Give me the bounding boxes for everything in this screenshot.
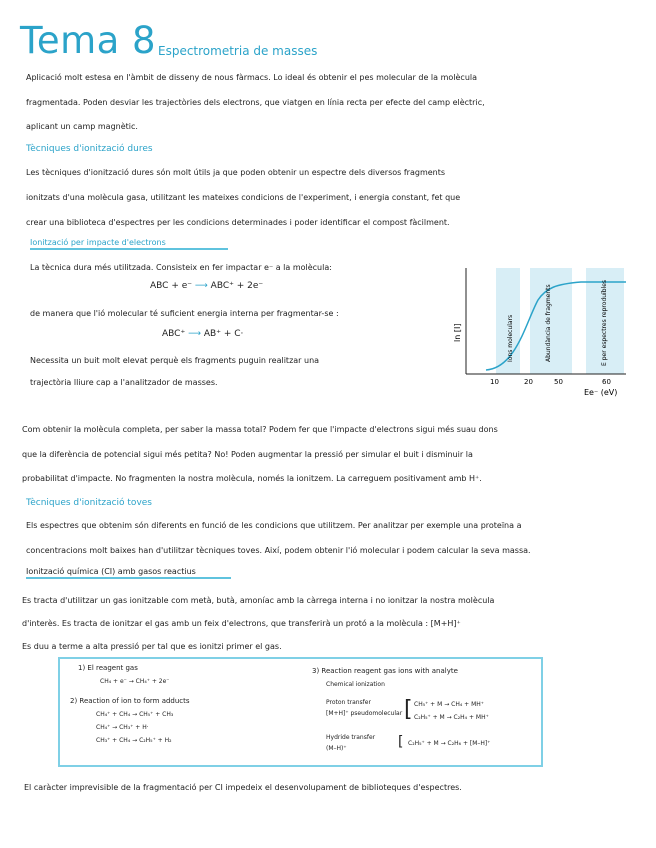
- box-proton-eq2: C₂H₅⁺ + M → C₂H₄ + MH⁺: [414, 714, 489, 721]
- box-step-2: 2) Reaction of ion to form adducts: [70, 697, 190, 705]
- subsection-ci-heading: Ionització química (CI) amb gasos reactius: [26, 567, 231, 579]
- hard-line-3: crear una biblioteca d'espectres per les condicions determinades i poder identificar el compost fàcilment.: [26, 218, 450, 227]
- region-label-molecular: Ions moleculars: [507, 314, 514, 362]
- section-soft-heading: Tècniques d'ionització toves: [26, 498, 152, 508]
- soft-line-1: Els espectres que obtenim són diferents en funció de les condicions que utilitzem. Per analitzar per exemple una proteïna a: [26, 521, 522, 530]
- impact-line-4: trajectòria lliure cap a l'analitzador de masses.: [30, 378, 218, 387]
- mid-line-3: probabilitat d'impacte. No fragmenten la nostra molècula, només la ionitzem. La carreguem positivament amb H⁺.: [22, 474, 482, 483]
- intro-line-1: Aplicació molt estesa en l'àmbit de disseny de nous fàrmacs. Lo ideal és obtenir el pes molecular de la molècula: [26, 73, 478, 82]
- ci-line-3: Es duu a terme a alta pressió per tal que es ionitzi primer el gas.: [22, 642, 282, 651]
- tick-label: 60: [602, 378, 611, 386]
- eq1: [150, 281, 263, 291]
- page-subtitle: Espectrometria de masses: [158, 44, 318, 58]
- box-proton-eq1: CH₅⁺ + M → CH₄ + MH⁺: [414, 701, 484, 708]
- box-proton-sub: [M+H]⁺ pseudomolecular: [326, 710, 403, 717]
- x-axis-label: Ee⁻ (eV): [584, 388, 618, 397]
- box-hydride-label: Hydride transfer: [326, 734, 376, 741]
- box-step-1: 1) El reagent gas: [78, 664, 138, 672]
- tick-label: 50: [554, 378, 563, 386]
- eq2-right: AB⁺ + C·: [203, 329, 244, 339]
- eq1-left: ABC + e⁻: [150, 281, 193, 291]
- hard-line-1: Les tècniques d'ionització dures són molt útils ja que poden obtenir un espectre dels diversos fragments: [26, 168, 446, 177]
- arrow-icon: ⟶: [194, 281, 208, 291]
- subsection-impact-heading: Ionització per impacte d'electrons: [30, 238, 228, 250]
- eq2: [162, 329, 243, 339]
- impact-line-2: de manera que l'ió molecular té suficient energia interna per fragmentar-se :: [30, 309, 339, 318]
- tick-label: 10: [490, 378, 499, 386]
- soft-line-2: concentracions molt baixes han d'utilitzar tècniques toves. Així, podem obtenir l'ió molecular i podem calcular la seva massa.: [26, 546, 531, 555]
- box-step-3-sub: Chemical ionization: [326, 681, 385, 688]
- box-proton-label: Proton transfer: [326, 699, 371, 706]
- box-step-2-eq3: CH₃⁺ + CH₄ → C₂H₅⁺ + H₂: [96, 737, 172, 744]
- eq2-left: ABC⁺: [162, 329, 186, 339]
- hard-line-2: ionitzats d'una molècula gasa, utilitzant les mateixes condicions de l'experiment, i energia constant, fet que: [26, 193, 461, 202]
- arrow-icon: ⟶: [188, 329, 201, 339]
- section-hard-heading: Tècniques d'ionització dures: [26, 144, 153, 154]
- footer-line: El caràcter imprevisible de la fragmentació per CI impedeix el desenvolupament de biblioteques d'espectres.: [24, 783, 462, 792]
- mid-line-2: que la diferència de potencial sigui més petita? No! Poden augmentar la pressió per simular el buit i disminuir la: [22, 450, 473, 459]
- box-hydride-eq: C₂H₅⁺ + M → C₂H₆ + [M–H]⁺: [408, 740, 491, 747]
- intro-line-3: aplicant un camp magnètic.: [26, 122, 138, 131]
- ci-line-1: Es tracta d'utilitzar un gas ionitzable com metà, butà, amoníac amb la càrrega interna i no ionitzar la nostra molècula: [22, 596, 495, 605]
- impact-line-3: Necessita un buit molt elevat perquè els fragments puguin realitzar una: [30, 356, 320, 365]
- ionization-energy-chart: [446, 262, 641, 400]
- y-axis-label: ln [I]: [453, 323, 462, 342]
- mid-line-1: Com obtenir la molècula completa, per saber la massa total? Podem fer que l'impacte d'electrons sigui més suau dons: [22, 425, 498, 434]
- eq1-right: ABC⁺ + 2e⁻: [210, 281, 264, 291]
- box-step-2-eq2: CH₄⁺ → CH₃⁺ + H·: [96, 724, 149, 731]
- ci-line-2: d'interès. Es tracta de ionitzar el gas amb un feix d'electrons, que transferirà un protó a la molècula : [M+H]⁺: [22, 619, 461, 628]
- box-hydride-sub: (M–H)⁺: [326, 745, 347, 752]
- impact-line-1: La tècnica dura més utilitzada. Consisteix en fer impactar e⁻ a la molècula:: [30, 263, 332, 272]
- page-title: Tema 8: [20, 19, 157, 62]
- region-label-fragments: Abundància de fragments: [545, 284, 552, 362]
- box-step-3: 3) Reaction reagent gas ions with analyte: [312, 667, 458, 675]
- tick-label: 20: [524, 378, 533, 386]
- box-step-1-eq: CH₄ + e⁻ → CH₄⁺ + 2e⁻: [100, 678, 170, 685]
- region-label-reproducible: E per espectres reproduïbles: [601, 279, 608, 366]
- box-step-2-eq1: CH₄⁺ + CH₄ → CH₅⁺ + CH₃: [96, 711, 174, 718]
- bracket-icon: [: [398, 734, 404, 750]
- bracket-icon: [: [404, 697, 413, 722]
- intro-line-2: fragmentada. Poden desviar les trajectòries dels electrons, que viatgen en línia recta per efecte del camp elèctric,: [26, 98, 485, 107]
